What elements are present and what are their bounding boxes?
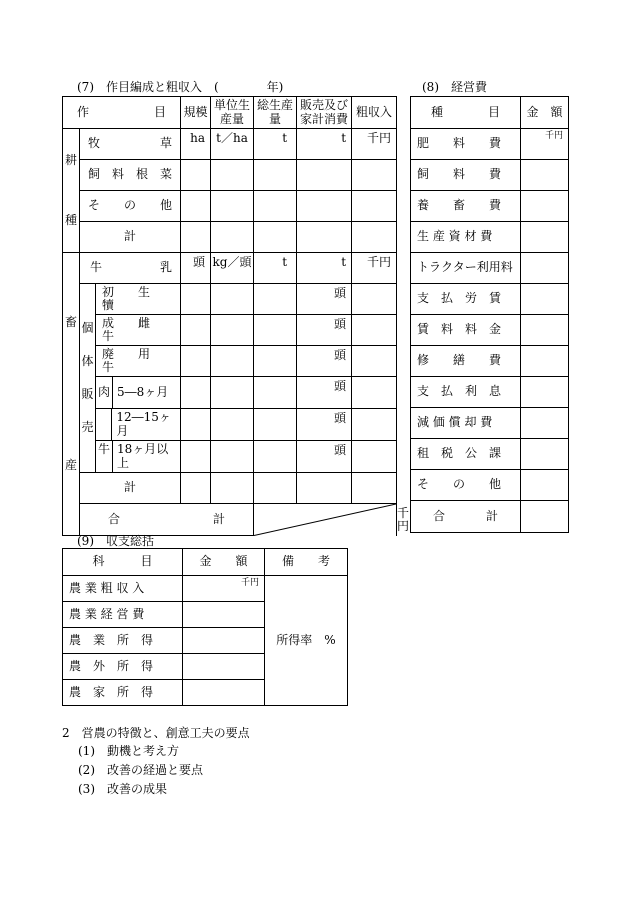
cost-item: 生 産 資 材 費 xyxy=(411,222,521,253)
unit-senen: 千円 xyxy=(521,129,569,160)
header-tani: 単位生 産量 xyxy=(211,97,254,129)
summary-item: 農 業 経 営 費 xyxy=(63,602,183,628)
section-7-title: (7) 作目編成と粗収入 ( 年) xyxy=(77,80,284,94)
row-sonota: そ の 他 xyxy=(80,191,181,222)
group-chikusan: 畜 産 xyxy=(63,253,80,536)
unit-tou: 頭 xyxy=(297,409,352,441)
cost-item: 飼 料 費 xyxy=(411,160,521,191)
section-8-title: (8) 経営費 xyxy=(422,80,487,94)
row-gyunyu: 牛 乳 xyxy=(80,253,181,284)
section-9-title: (9) 収支総括 xyxy=(77,534,154,548)
header-shumoku: 種 目 xyxy=(411,97,521,129)
cost-goukei: 合 計 xyxy=(411,501,521,533)
header-kingaku: 金 額 xyxy=(183,549,265,576)
row-kousaku-kei: 計 xyxy=(80,222,181,253)
crop-income-table: 作 目 規模 単位生 産量 総生産 量 販売及び 家計消費 粗収入 耕 種 牧 草 ha t／ha t t 千円 飼 料 根 菜 そ の 他 計 畜 産 牛 乳 頭 kg／頭 t t 千円 個 体 販 売 初 生 犢 頭 成 雌 牛 頭 廃 用 牛 頭 肉 5―8ヶ月 頭 12―15ヶ月 頭 牛 18ヶ月以上 頭 計 合 計 千円 xyxy=(62,96,397,536)
unit-t: t xyxy=(297,253,352,284)
niku-label: 肉 xyxy=(97,384,110,399)
unit-t: t xyxy=(297,129,352,160)
niku-label-2: 牛 xyxy=(97,441,110,456)
cost-item: 修 繕 費 xyxy=(411,346,521,377)
unit-t: t xyxy=(254,253,297,284)
row-goukei: 合 計 xyxy=(80,504,254,536)
section-2-title: 2 営農の特徴と、創意工夫の要点 xyxy=(62,726,250,740)
header-kibo: 規模 xyxy=(181,97,211,129)
group-koutai-hanbai: 個 体 販 売 xyxy=(80,284,96,473)
row-bokusou: 牧 草 xyxy=(80,129,181,160)
cost-item: 賃 料 料 金 xyxy=(411,315,521,346)
row-niku-12-15: 12―15ヶ月 xyxy=(96,409,181,441)
row-chikusan-kei: 計 xyxy=(80,473,181,504)
unit-senen: 千円 xyxy=(352,129,397,160)
unit-tou: 頭 xyxy=(297,441,352,473)
section-2-item: (2) 改善の経過と要点 xyxy=(78,763,203,777)
cost-item: そ の 他 xyxy=(411,470,521,501)
summary-item: 農 業 粗 収 入 xyxy=(63,576,183,602)
unit-kgtou: kg／頭 xyxy=(211,253,254,284)
shotoku-ritsu: 所得率 % xyxy=(265,576,348,706)
unit-tou: 頭 xyxy=(297,315,352,346)
summary-item: 農 家 所 得 xyxy=(63,680,183,706)
unit-tou: 頭 xyxy=(297,377,352,409)
row-niku-5-8: 肉 5―8ヶ月 xyxy=(96,377,181,409)
header-hanbai: 販売及び 家計消費 xyxy=(297,97,352,129)
management-cost-table xyxy=(410,96,569,533)
cost-item: 租 税 公 課 xyxy=(411,439,521,470)
row-shiryou: 飼 料 根 菜 xyxy=(80,160,181,191)
section-2-item: (1) 動機と考え方 xyxy=(78,744,179,758)
section-2-item: (3) 改善の成果 xyxy=(78,782,167,796)
row-seishi: 成 雌 牛 xyxy=(96,315,181,346)
row-niku-18: 牛 18ヶ月以上 xyxy=(96,441,181,473)
diagonal-cell xyxy=(254,504,397,536)
group-kousaku: 耕 種 xyxy=(63,129,80,253)
unit-senen: 千円 xyxy=(183,576,265,602)
balance-summary-table xyxy=(62,548,348,706)
cost-item: 支 払 利 息 xyxy=(411,377,521,408)
header-sou: 総生産 量 xyxy=(254,97,297,129)
cost-item: 減 価 償 却 費 xyxy=(411,408,521,439)
cost-item: 肥 料 費 xyxy=(411,129,521,160)
unit-tou: 頭 xyxy=(297,284,352,315)
unit-tou: 頭 xyxy=(181,253,211,284)
unit-tha: t／ha xyxy=(211,129,254,160)
header-kamoku: 科 目 xyxy=(63,549,183,576)
cost-item: 養 畜 費 xyxy=(411,191,521,222)
unit-tou: 頭 xyxy=(297,346,352,377)
row-shosei: 初 生 犢 xyxy=(96,284,181,315)
row-haiyou: 廃 用 牛 xyxy=(96,346,181,377)
header-bikou: 備 考 xyxy=(265,549,348,576)
unit-senen: 千円 xyxy=(352,253,397,284)
unit-t: t xyxy=(254,129,297,160)
header-kingaku: 金 額 xyxy=(521,97,569,129)
cost-item: トラクター利用料 xyxy=(411,253,521,284)
header-soshu: 粗収入 xyxy=(352,97,397,129)
unit-ha: ha xyxy=(181,129,211,160)
summary-item: 農 外 所 得 xyxy=(63,654,183,680)
header-sakumoku: 作 目 xyxy=(63,97,181,129)
summary-item: 農 業 所 得 xyxy=(63,628,183,654)
cost-item: 支 払 労 賃 xyxy=(411,284,521,315)
